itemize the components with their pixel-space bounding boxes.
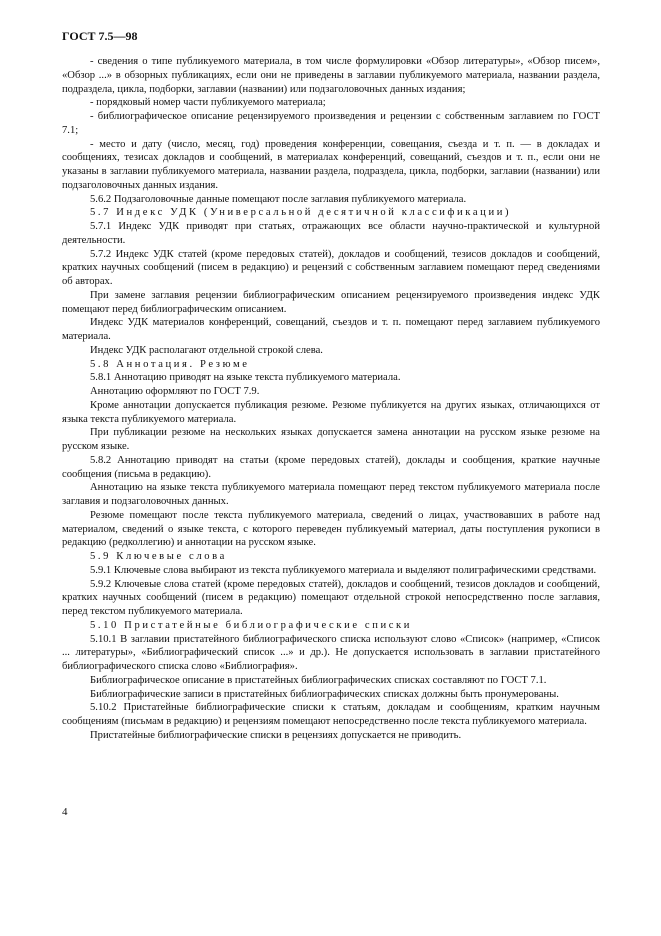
paragraph: Аннотацию на языке текста публикуемого материала помещают перед текстом публикуемого материала после заглавия и подзаголовочных данных. [62, 482, 600, 507]
paragraph: 5.9.1 Ключевые слова выбирают из текста публикуемого материала и выделяют полиграфическими средствами. [90, 564, 597, 576]
paragraph: Аннотацию оформляют по ГОСТ 7.9. [90, 386, 260, 397]
paragraph: Кроме аннотации допускается публикация резюме. Резюме публикуется на других языках, отличающихся от языка текста публикуемого материала. [62, 399, 600, 425]
paragraph: - место и дату (число, месяц, год) проведения конференции, совещания, съезда и т. п. — в докладах и сообщениях, тезисах докладов и сообщений, в материалах конференций, совещаний, съездов и т. п., если они не указаны в заглавии публикуемого материала, названии раздела, подраздела, цикла, подборки, заглавии (названии) или подзаголовочных данных издания. [62, 138, 600, 191]
paragraph: Индекс УДК располагают отдельной строкой слева. [90, 344, 323, 356]
paragraph: 5.8.1 Аннотацию приводят на языке текста публикуемого материала. [90, 372, 401, 384]
paragraph: - сведения о типе публикуемого материала, в том числе формулировки «Обзор литературы», «Обзор писем», «Обзор ...» в обзорных публикациях, если они не приведены в заглавии публикуемого материала, названии раздела, подраздела, цикла, подборки, заглавии (названии) или подзаголовочных данных издания; [62, 56, 600, 95]
paragraph: Пристатейные библиографические списки в рецензиях допускается не приводить. [90, 729, 462, 741]
section-heading: 5.7 Индекс УДК (Универсальной десятичной классификации) [90, 207, 512, 219]
paragraph: 5.7.1 Индекс УДК приводят при статьях, отражающих все области научно-практической и культурной деятельности. [62, 221, 600, 246]
paragraph: 5.7.2 Индекс УДК статей (кроме передовых статей), докладов и сообщений, тезисов докладов и сообщений, кратких научных сообщений (писем в редакцию) и рецензий с собственным заглавием помещают перед сведениями об авторах. [62, 248, 600, 287]
section-heading: 5.8 Аннотация. Резюме [90, 358, 250, 370]
paragraph: 5.10.2 Пристатейные библиографические списки к статьям, докладам и сообщениям, кратким научным сообщениям (письмам в редакцию) и рецензиям помещают непосредственно после текста публикуемого материала. [62, 702, 600, 727]
running-header: ГОСТ 7.5—98 [62, 29, 138, 43]
paragraph: Индекс УДК материалов конференций, совещаний, съездов и т. п. помещают перед заглавием публикуемого материала. [62, 317, 600, 342]
section-heading: 5.9 Ключевые слова [90, 551, 227, 562]
paragraph: 5.8.2 Аннотацию приводят на статьи (кроме передовых статей), доклады и сообщения, краткие научные сообщения (письма в редакцию). [62, 454, 600, 480]
paragraph: 5.9.2 Ключевые слова статей (кроме передовых статей), докладов и сообщений, тезисов докладов и сообщений, кратких научных сообщений (писем в редакцию) помещают отдельной строкой непосредственно после заглавия, перед текстом публикуемого материала. [62, 578, 600, 617]
paragraph: Библиографическое описание в пристатейных библиографических списках составляют по ГОСТ 7.1. [90, 674, 547, 686]
paragraph: - библиографическое описание рецензируемого произведения и рецензии с собственным заглавием по ГОСТ 7.1; [62, 111, 600, 136]
page-number: 4 [62, 806, 68, 818]
document-body [62, 55, 600, 743]
paragraph: Резюме помещают после текста публикуемого материала, сведений о лицах, участвовавших в работе над материалом, сведений о языке текста, с которого переведен публикуемый материал, даты поступления рукописи в редакцию (редколлегию) и аннотации на русском языке. [62, 509, 600, 549]
paragraph: 5.10.1 В заглавии пристатейного библиографического списка используют слово «Список» (например, «Список ... литературы», «Библиографический список ...» и др.). Не допускается использовать в заглавии пристатейного библиографического списка слово «Библиография». [62, 633, 600, 672]
paragraph: При замене заглавия рецензии библиографическим описанием рецензируемого произведения индекс УДК помещают перед библиографическим описанием. [62, 289, 600, 315]
paragraph: - порядковый номер части публикуемого материала; [90, 97, 326, 109]
section-heading: 5.10 Пристатейные библиографические списки [90, 619, 413, 631]
paragraph: При публикации резюме на нескольких языках допускается замена аннотации на русском языке резюме на русском языке. [62, 427, 600, 452]
paragraph: Библиографические записи в пристатейных библиографических списках должны быть пронумерованы. [90, 688, 559, 700]
paragraph: 5.6.2 Подзаголовочные данные помещают после заглавия публикуемого материала. [90, 193, 467, 205]
